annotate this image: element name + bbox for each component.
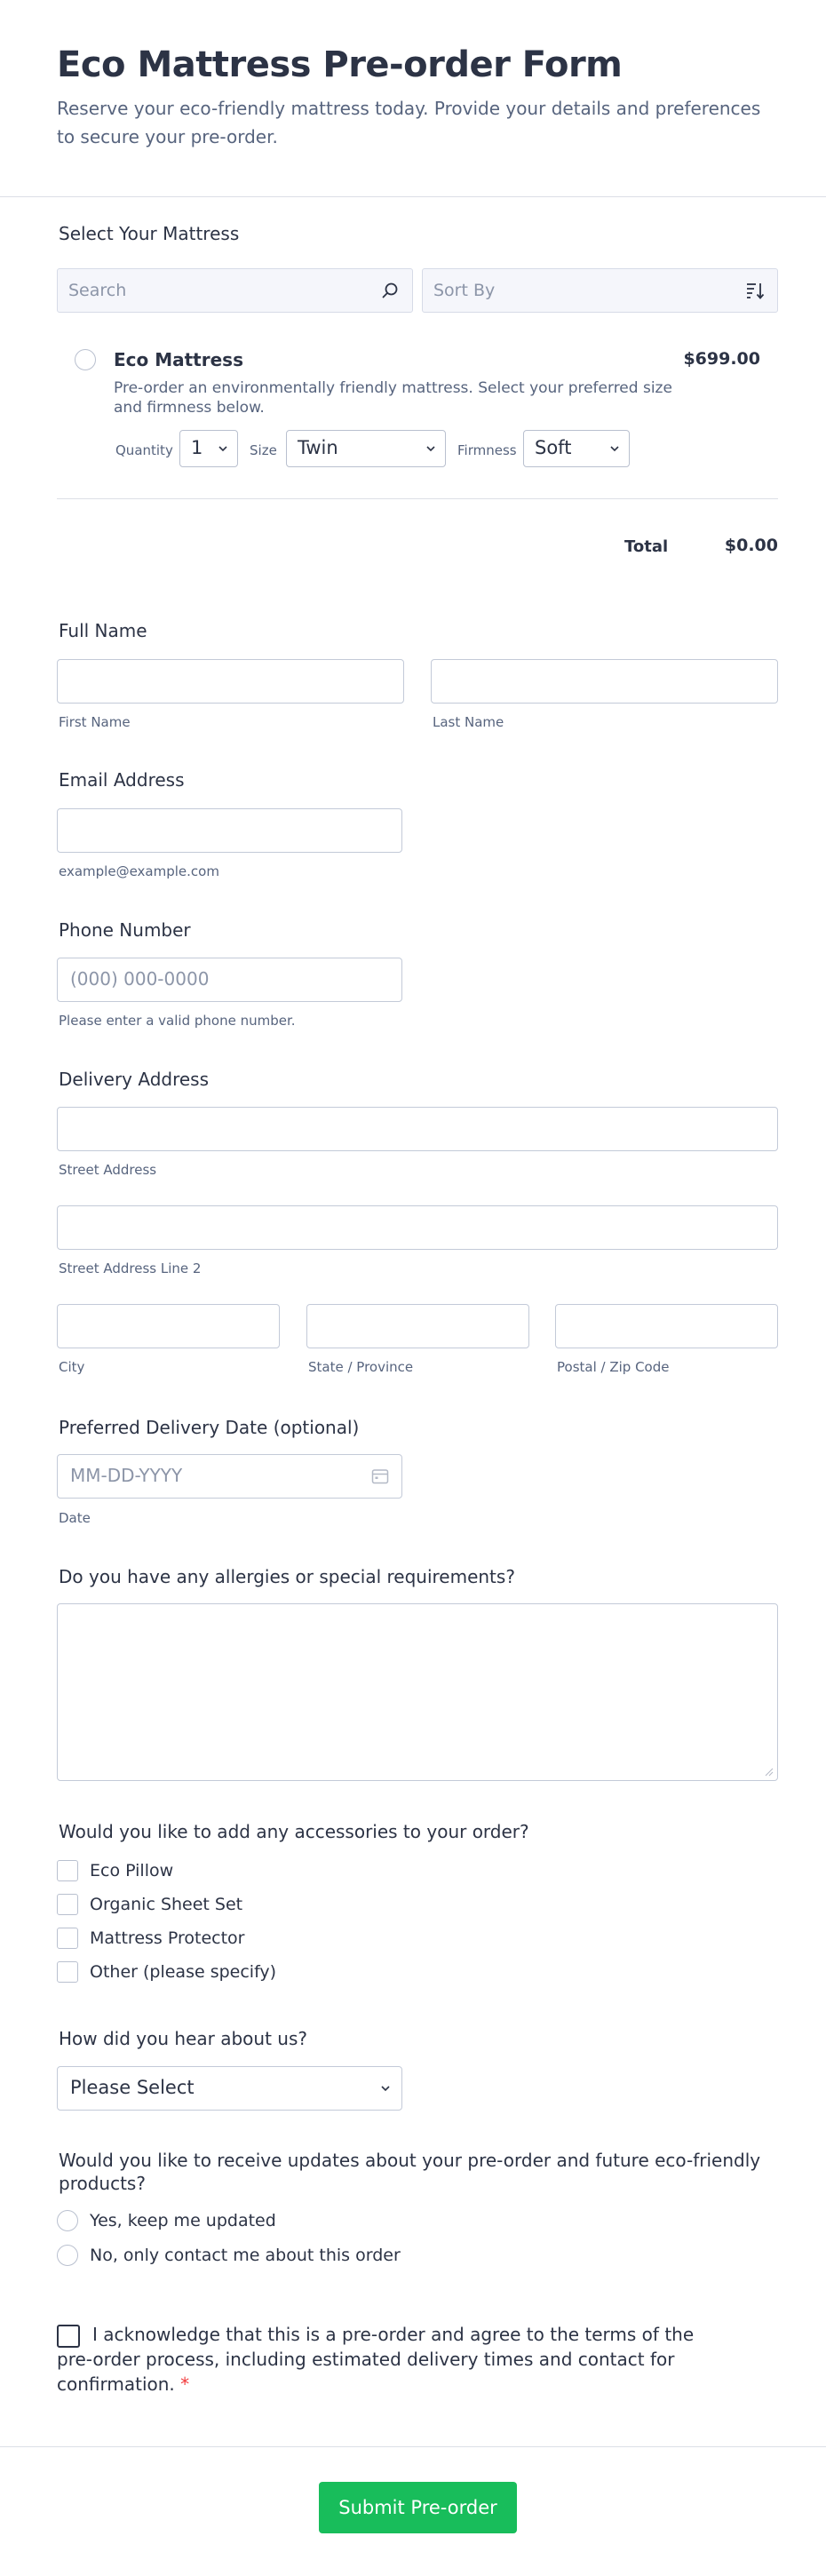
allergies-textarea[interactable] (57, 1603, 778, 1781)
address-label: Delivery Address (59, 1069, 210, 1090)
date-placeholder: MM-DD-YYYY (70, 1465, 183, 1486)
street-address-sublabel: Street Address (59, 1162, 157, 1178)
product-select-radio[interactable] (75, 349, 96, 370)
quantity-value: 1 (191, 437, 203, 458)
phone-label: Phone Number (59, 919, 191, 941)
city-input[interactable] (57, 1304, 280, 1348)
form-title: Eco Mattress Pre-order Form (57, 44, 623, 85)
accessory-label-eco-pillow[interactable]: Eco Pillow (90, 1861, 174, 1880)
street-address-2-input[interactable] (57, 1205, 778, 1250)
last-name-input[interactable] (431, 659, 778, 704)
city-sublabel: City (59, 1359, 85, 1375)
allergies-label: Do you have any allergies or special requirements? (59, 1566, 515, 1587)
accessory-checkbox-sheet-set[interactable] (57, 1894, 78, 1915)
zip-sublabel: Postal / Zip Code (557, 1359, 670, 1375)
firmness-value: Soft (535, 437, 572, 458)
search-icon (380, 281, 400, 300)
quantity-select[interactable] (179, 430, 238, 467)
email-sublabel: example@example.com (59, 863, 219, 879)
product-section-label: Select Your Mattress (59, 223, 240, 244)
street-address-input[interactable] (57, 1107, 778, 1151)
date-sublabel: Date (59, 1510, 91, 1526)
chevron-down-icon (425, 443, 436, 454)
product-search-input[interactable] (57, 268, 413, 313)
accessory-checkbox-eco-pillow[interactable] (57, 1860, 78, 1881)
calendar-icon[interactable] (371, 1468, 389, 1484)
accessory-label-sheet-set[interactable]: Organic Sheet Set (90, 1895, 243, 1914)
accessories-label: Would you like to add any accessories to your order? (59, 1821, 529, 1842)
size-select[interactable] (286, 430, 446, 467)
acknowledgement-text (57, 2322, 714, 2397)
delivery-date-input[interactable] (57, 1454, 402, 1499)
updates-radio-yes[interactable] (57, 2210, 78, 2231)
resize-handle-icon[interactable] (765, 1768, 774, 1777)
firmness-label: Firmness (457, 442, 517, 458)
total-value: $0.00 (724, 536, 778, 555)
form-header (0, 0, 826, 197)
product-price: $699.00 (683, 349, 760, 369)
search-placeholder: Search (68, 281, 127, 300)
quantity-label: Quantity (115, 442, 173, 458)
chevron-down-icon (218, 443, 228, 454)
full-name-label: Full Name (59, 620, 147, 641)
first-name-input[interactable] (57, 659, 404, 704)
product-name: Eco Mattress (114, 349, 243, 370)
footer-divider (0, 2446, 826, 2447)
acknowledgement-label: I acknowledge that this is a pre-order and agree to the terms of the pre-order process, including estimated delivery times and contact for confirmation. (57, 2324, 695, 2395)
zip-input[interactable] (555, 1304, 778, 1348)
required-asterisk: * (180, 2373, 190, 2395)
updates-label: Would you like to receive updates about your pre-order and future eco-friendly products? (59, 2150, 761, 2194)
chevron-down-icon (609, 443, 620, 454)
accessory-checkbox-other[interactable] (57, 1961, 78, 1983)
total-label: Total (624, 537, 669, 556)
state-sublabel: State / Province (308, 1359, 414, 1375)
product-divider (57, 498, 778, 499)
updates-label-yes[interactable]: Yes, keep me updated (90, 2211, 276, 2230)
referral-selected-value: Please Select (70, 2077, 195, 2098)
phone-sublabel: Please enter a valid phone number. (59, 1013, 296, 1029)
phone-placeholder: (000) 000-0000 (70, 968, 210, 990)
sort-by-select[interactable] (422, 268, 778, 313)
updates-label-no[interactable]: No, only contact me about this order (90, 2246, 401, 2265)
accessory-label-other[interactable]: Other (please specify) (90, 1962, 277, 1982)
updates-radio-no[interactable] (57, 2245, 78, 2266)
size-label: Size (250, 442, 277, 458)
referral-select[interactable] (57, 2066, 402, 2111)
accessory-label-protector[interactable]: Mattress Protector (90, 1928, 245, 1948)
delivery-date-label: Preferred Delivery Date (optional) (59, 1417, 360, 1438)
product-description: Pre-order an environmentally friendly mattress. Select your preferred size and firmness below. (114, 379, 672, 417)
phone-input[interactable] (57, 958, 402, 1002)
submit-button[interactable]: Submit Pre-order (319, 2482, 517, 2533)
accessory-checkbox-protector[interactable] (57, 1928, 78, 1949)
state-input[interactable] (306, 1304, 529, 1348)
email-label: Email Address (59, 769, 185, 791)
form-subtitle: Reserve your eco-friendly mattress today. Provide your details and preferences to secure your pre-order. (57, 98, 761, 147)
referral-label: How did you hear about us? (59, 2028, 307, 2049)
first-name-sublabel: First Name (59, 714, 131, 730)
firmness-select[interactable] (523, 430, 630, 467)
street-address-2-sublabel: Street Address Line 2 (59, 1260, 202, 1276)
sort-icon (745, 281, 765, 300)
last-name-sublabel: Last Name (433, 714, 504, 730)
email-input[interactable] (57, 808, 402, 853)
chevron-down-icon (380, 2083, 391, 2094)
sort-placeholder: Sort By (433, 281, 496, 300)
size-value: Twin (298, 437, 338, 458)
